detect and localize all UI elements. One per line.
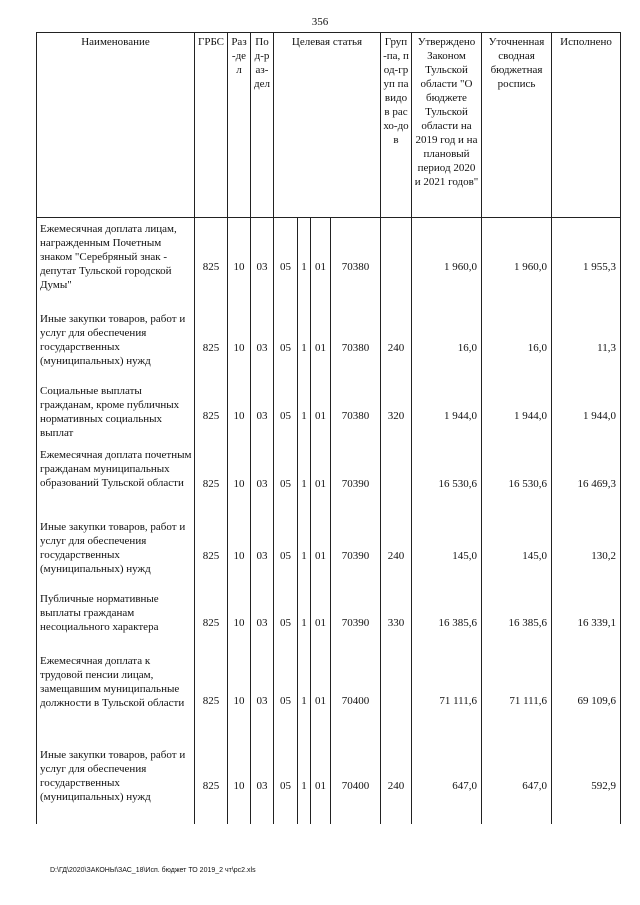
row-target-program: 05 xyxy=(274,384,298,448)
row-expense-group xyxy=(381,448,412,520)
row-razdel: 10 xyxy=(228,520,251,592)
row-target-direction: 70380 xyxy=(331,312,381,384)
row-expense-group xyxy=(381,222,412,312)
row-refined: 16,0 xyxy=(482,312,552,384)
row-name: Ежемесячная доплата лицам, награжденным Почетным знаком "Серебряный знак - депутат Тульской городской Думы" xyxy=(37,222,195,312)
row-expense-group: 240 xyxy=(381,748,412,824)
row-executed: 16 339,1 xyxy=(552,592,621,654)
row-target-main-event: 01 xyxy=(311,592,331,654)
row-podrazdel: 03 xyxy=(251,448,274,520)
row-executed: 130,2 xyxy=(552,520,621,592)
row-target-subprogram: 1 xyxy=(298,384,311,448)
row-target-main-event: 01 xyxy=(311,654,331,748)
row-podrazdel: 03 xyxy=(251,748,274,824)
row-approved: 16 530,6 xyxy=(412,448,482,520)
row-executed: 1 955,3 xyxy=(552,222,621,312)
header-approved: Утверждено Законом Тульской области "О бюджете Тульской области на 2019 год и на плановый период 2020 и 2021 годов" xyxy=(412,33,482,218)
row-target-direction: 70380 xyxy=(331,222,381,312)
row-approved: 16 385,6 xyxy=(412,592,482,654)
row-podrazdel: 03 xyxy=(251,384,274,448)
table-row xyxy=(37,222,621,312)
row-target-main-event: 01 xyxy=(311,384,331,448)
header-group: Груп-па, под-груп па видов расхо-дов xyxy=(381,33,412,218)
row-executed: 1 944,0 xyxy=(552,384,621,448)
table-row xyxy=(37,748,621,824)
row-name: Иные закупки товаров, работ и услуг для обеспечения государственных (муниципальных) нужд xyxy=(37,748,195,824)
row-razdel: 10 xyxy=(228,654,251,748)
row-expense-group: 240 xyxy=(381,520,412,592)
row-executed: 592,9 xyxy=(552,748,621,824)
table-row xyxy=(37,520,621,592)
budget-table xyxy=(36,32,621,825)
row-target-subprogram: 1 xyxy=(298,448,311,520)
header-grbs: ГРБС xyxy=(195,33,228,218)
row-refined: 647,0 xyxy=(482,748,552,824)
row-name: Публичные нормативные выплаты гражданам несоциального характера xyxy=(37,592,195,654)
row-target-subprogram: 1 xyxy=(298,222,311,312)
row-approved: 647,0 xyxy=(412,748,482,824)
row-expense-group: 240 xyxy=(381,312,412,384)
row-refined: 71 111,6 xyxy=(482,654,552,748)
row-target-program: 05 xyxy=(274,448,298,520)
row-target-direction: 70390 xyxy=(331,592,381,654)
row-target-main-event: 01 xyxy=(311,312,331,384)
row-grbs: 825 xyxy=(195,312,228,384)
row-grbs: 825 xyxy=(195,384,228,448)
row-approved: 71 111,6 xyxy=(412,654,482,748)
row-target-direction: 70400 xyxy=(331,748,381,824)
row-refined: 1 960,0 xyxy=(482,222,552,312)
row-target-main-event: 01 xyxy=(311,448,331,520)
footer-file-path: D:\ГД\2020\ЗАКОНЫ\ЗАС_18\Исп. бюджет ТО 2019_2 чт\рс2.xls xyxy=(50,867,256,874)
row-executed: 69 109,6 xyxy=(552,654,621,748)
row-razdel: 10 xyxy=(228,448,251,520)
row-approved: 145,0 xyxy=(412,520,482,592)
row-expense-group: 320 xyxy=(381,384,412,448)
row-target-program: 05 xyxy=(274,520,298,592)
row-razdel: 10 xyxy=(228,748,251,824)
row-target-subprogram: 1 xyxy=(298,520,311,592)
row-target-program: 05 xyxy=(274,654,298,748)
row-podrazdel: 03 xyxy=(251,654,274,748)
row-razdel: 10 xyxy=(228,312,251,384)
row-approved: 16,0 xyxy=(412,312,482,384)
row-refined: 1 944,0 xyxy=(482,384,552,448)
row-grbs: 825 xyxy=(195,592,228,654)
table-row xyxy=(37,654,621,748)
row-name: Иные закупки товаров, работ и услуг для обеспечения государственных (муниципальных) нужд xyxy=(37,520,195,592)
row-refined: 16 385,6 xyxy=(482,592,552,654)
header-razdel: Раз-дел xyxy=(228,33,251,218)
row-grbs: 825 xyxy=(195,520,228,592)
row-grbs: 825 xyxy=(195,654,228,748)
header-name: Наименование xyxy=(37,33,195,218)
header-podrazdel: Под-раз-дел xyxy=(251,33,274,218)
row-razdel: 10 xyxy=(228,592,251,654)
row-podrazdel: 03 xyxy=(251,592,274,654)
row-target-program: 05 xyxy=(274,592,298,654)
header-refined: Уточненная сводная бюджетная роспись xyxy=(482,33,552,218)
row-target-program: 05 xyxy=(274,748,298,824)
header-executed: Исполнено xyxy=(552,33,621,218)
row-approved: 1 944,0 xyxy=(412,384,482,448)
row-target-program: 05 xyxy=(274,312,298,384)
row-target-direction: 70380 xyxy=(331,384,381,448)
row-name: Иные закупки товаров, работ и услуг для обеспечения государственных (муниципальных) нужд xyxy=(37,312,195,384)
row-name: Ежемесячная доплата к трудовой пенсии лицам, замещавшим муниципальные должности в Тульской области xyxy=(37,654,195,748)
table-row xyxy=(37,592,621,654)
table-body xyxy=(37,218,621,825)
row-refined: 16 530,6 xyxy=(482,448,552,520)
row-expense-group: 330 xyxy=(381,592,412,654)
row-podrazdel: 03 xyxy=(251,520,274,592)
row-razdel: 10 xyxy=(228,384,251,448)
row-target-subprogram: 1 xyxy=(298,654,311,748)
row-refined: 145,0 xyxy=(482,520,552,592)
row-target-direction: 70390 xyxy=(331,520,381,592)
row-name: Ежемесячная доплата почетным гражданам муниципальных образований Тульской области xyxy=(37,448,195,520)
row-grbs: 825 xyxy=(195,748,228,824)
row-target-main-event: 01 xyxy=(311,520,331,592)
row-target-main-event: 01 xyxy=(311,748,331,824)
row-grbs: 825 xyxy=(195,222,228,312)
header-target: Целевая статья xyxy=(274,33,381,218)
table-row xyxy=(37,312,621,384)
row-razdel: 10 xyxy=(228,222,251,312)
table-header-row xyxy=(37,33,621,218)
row-approved: 1 960,0 xyxy=(412,222,482,312)
row-target-main-event: 01 xyxy=(311,222,331,312)
row-target-direction: 70400 xyxy=(331,654,381,748)
row-grbs: 825 xyxy=(195,448,228,520)
row-target-subprogram: 1 xyxy=(298,592,311,654)
row-podrazdel: 03 xyxy=(251,222,274,312)
table-row xyxy=(37,448,621,520)
row-target-subprogram: 1 xyxy=(298,748,311,824)
row-name: Социальные выплаты гражданам, кроме публичных нормативных социальных выплат xyxy=(37,384,195,448)
row-target-direction: 70390 xyxy=(331,448,381,520)
table-row xyxy=(37,384,621,448)
row-target-subprogram: 1 xyxy=(298,312,311,384)
row-expense-group xyxy=(381,654,412,748)
row-executed: 11,3 xyxy=(552,312,621,384)
row-podrazdel: 03 xyxy=(251,312,274,384)
row-target-program: 05 xyxy=(274,222,298,312)
row-executed: 16 469,3 xyxy=(552,448,621,520)
page-number: 356 xyxy=(311,16,329,28)
